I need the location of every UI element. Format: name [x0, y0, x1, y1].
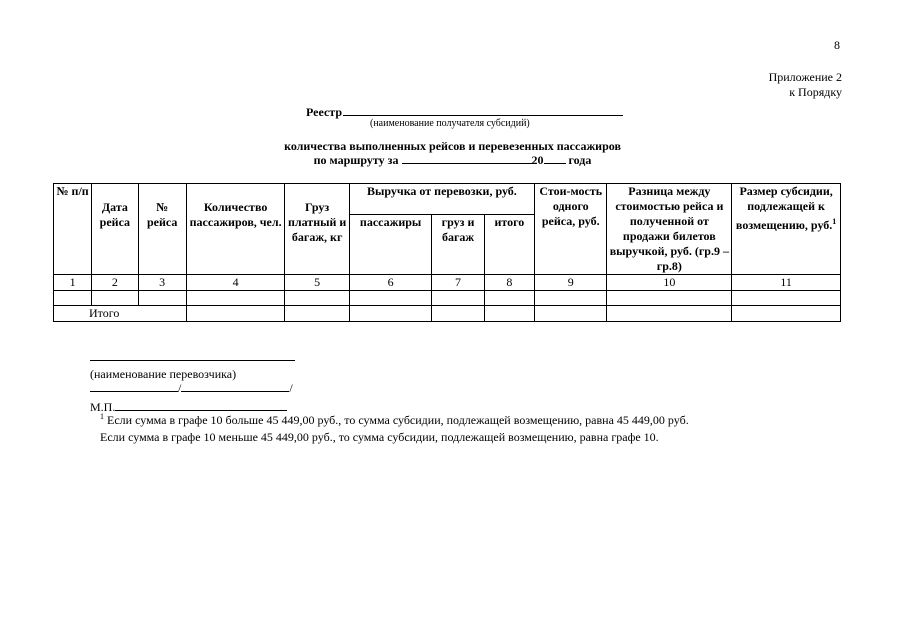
column-number: 8: [484, 275, 534, 291]
signature-line: [90, 379, 293, 396]
column-number: 2: [92, 275, 138, 291]
footnote-1-mark: 1: [100, 412, 104, 421]
table-cell[interactable]: [54, 291, 92, 306]
table-row-empty: [54, 291, 841, 306]
table-cell[interactable]: [432, 306, 484, 322]
header-cargo: Груз платный и багаж, кг: [285, 184, 349, 275]
signature-slash-end: /: [289, 381, 293, 395]
header-revenue-cargo: груз и багаж: [432, 214, 484, 274]
name-blank[interactable]: [181, 379, 289, 392]
carrier-caption: (наименование перевозчика): [90, 367, 237, 381]
stamp-blank[interactable]: [115, 398, 287, 411]
signature-blank[interactable]: [90, 379, 178, 392]
register-table: [53, 183, 841, 322]
header-revenue-total: итого: [484, 214, 534, 274]
table-cell[interactable]: [349, 291, 432, 306]
table-cell[interactable]: [607, 306, 732, 322]
recipient-blank[interactable]: [343, 104, 623, 116]
appendix-note: [769, 70, 842, 100]
carrier-name-line[interactable]: [90, 360, 295, 361]
table-cell[interactable]: [432, 291, 484, 306]
title-year-suffix: года: [568, 153, 592, 167]
header-difference: Разница между стоимостью рейса и полученной от продажи билетов выручкой, руб. (гр.9 – гр.8): [607, 184, 732, 275]
table-cell[interactable]: [285, 306, 349, 322]
period-blank[interactable]: [402, 153, 532, 164]
table-cell[interactable]: [484, 291, 534, 306]
table-cell[interactable]: [484, 306, 534, 322]
recipient-caption: (наименование получателя субсидий): [370, 118, 530, 129]
register-label: Реестр: [306, 105, 343, 119]
column-number: 6: [349, 275, 432, 291]
table-cell[interactable]: [285, 291, 349, 306]
table-cell[interactable]: [732, 291, 841, 306]
header-row: [54, 184, 841, 215]
column-number: 5: [285, 275, 349, 291]
title-year: 20: [531, 153, 544, 167]
title-line-2: [0, 153, 905, 167]
mp-label: М.П.: [90, 400, 116, 414]
header-date: Дата рейса: [92, 184, 138, 275]
footnote-mark: 1: [832, 217, 837, 226]
header-trip-cost: Стои-мость одного рейса, руб.: [535, 184, 607, 275]
title-line-1: количества выполненных рейсов и перевезенных пассажиров: [284, 139, 621, 153]
header-subsidy: [732, 184, 841, 275]
table-cell[interactable]: [186, 306, 285, 322]
table-cell[interactable]: [186, 291, 285, 306]
column-number-row: [54, 275, 841, 291]
table-cell[interactable]: [349, 306, 432, 322]
table-cell[interactable]: [535, 291, 607, 306]
footnote-1: [100, 412, 689, 428]
footnote-1-text: Если сумма в графе 10 больше 45 449,00 руб., то сумма субсидии, подлежащей возмещению, равна 45 449,00 руб.: [107, 413, 689, 427]
column-number: 11: [732, 275, 841, 291]
appendix-line-1: Приложение 2: [768, 70, 842, 84]
table-cell[interactable]: [732, 306, 841, 322]
header-row-number: № п/п: [54, 184, 92, 275]
footnote-2: Если сумма в графе 10 меньше 45 449,00 руб., то сумма субсидии, подлежащей возмещению, равна графе 10.: [100, 430, 659, 444]
column-number: 7: [432, 275, 484, 291]
year-blank[interactable]: [544, 153, 566, 164]
table-cell[interactable]: [92, 291, 138, 306]
table-cell[interactable]: [607, 291, 732, 306]
total-row: [54, 306, 841, 322]
header-passengers: Количество пассажиров, чел.: [186, 184, 285, 275]
total-label: Итого: [54, 306, 187, 322]
document-title: [0, 140, 905, 167]
column-number: 3: [138, 275, 186, 291]
header-subsidy-text: Размер субсидии, подлежащей к возмещению, руб.: [735, 184, 833, 232]
page-number: 8: [834, 38, 840, 52]
column-number: 10: [607, 275, 732, 291]
table-cell[interactable]: [138, 291, 186, 306]
header-trip-number: № рейса: [138, 184, 186, 275]
header-revenue-group: Выручка от перевозки, руб.: [349, 184, 534, 215]
column-number: 1: [54, 275, 92, 291]
title-route-prefix: по маршруту за: [313, 153, 399, 167]
signature-slash: /: [178, 381, 182, 395]
column-number: 4: [186, 275, 285, 291]
header-revenue-passengers: пассажиры: [349, 214, 432, 274]
column-number: 9: [535, 275, 607, 291]
table-cell[interactable]: [535, 306, 607, 322]
appendix-line-2: к Порядку: [789, 85, 842, 99]
